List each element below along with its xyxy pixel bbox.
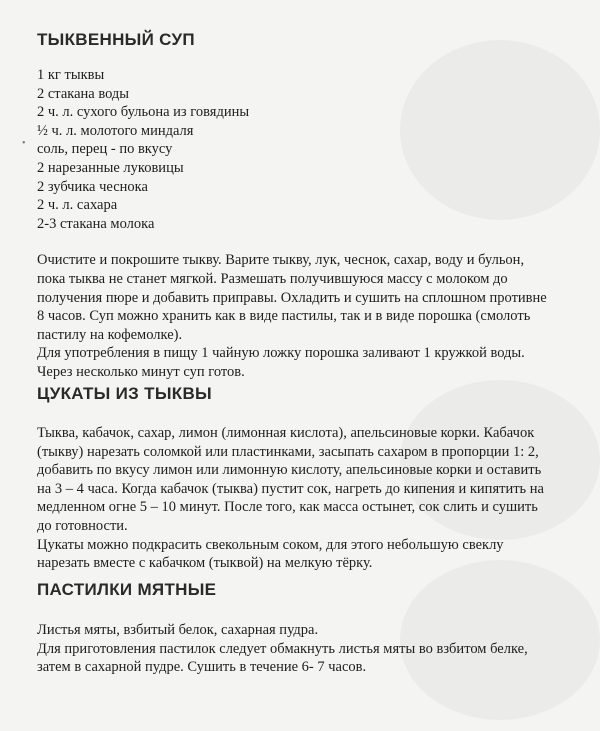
ingredient-item: ½ ч. л. молотого миндаля (37, 122, 194, 139)
ingredient-item: 1 кг тыквы (37, 67, 105, 83)
text-line: Цукаты можно подкрасить свекольным соком, для этого небольшую свеклу (37, 536, 504, 553)
text-line: нарезать вместе с кабачком (тыквой) на мелкую тёрку. (37, 555, 373, 572)
text-line: пастилу на кофемолке). (37, 326, 183, 343)
recipe-title: ТЫКВЕННЫЙ СУП (37, 30, 195, 49)
recipe-pumpkin-soup (37, 30, 577, 382)
recipe-candied-pumpkin (37, 384, 577, 573)
text-line: затем в сахарной пудре. Сушить в течение 6- 7 часов. (37, 659, 367, 676)
text-line: получения пюре и добавить приправы. Охладить и сушить на сплошном противне (37, 289, 547, 306)
ingredient-item: 2-3 стакана молока (37, 215, 155, 232)
ingredient-item: 2 нарезанные луковицы (37, 159, 184, 176)
ingredient-item: 2 стакана воды (37, 85, 130, 102)
ingredient-item: 2 зубчика чеснока (37, 178, 148, 195)
text-line: добавить по вкусу лимон или лимонную кислоту, апельсиновые корки и оставить (37, 462, 542, 479)
recipe-mint-pastilles (37, 580, 577, 677)
ingredient-item: соль, перец - по вкусу (37, 141, 173, 158)
text-line: Для приготовления пастилок следует обмакнуть листья мяты во взбитом белке, (37, 640, 528, 657)
text-line: пока тыква не станет мягкой. Размешать получившуюся массу с молоком до (37, 270, 508, 287)
text-line: на 3 – 4 часа. Когда кабачок (тыква) пустит сок, нагреть до кипения и кипятить на (37, 480, 544, 497)
recipe-instructions (37, 251, 577, 381)
text-line: Очистите и покрошите тыкву. Варите тыкву, лук, чеснок, сахар, воду и бульон, (37, 252, 525, 269)
text-line: 8 часов. Суп можно хранить как в виде пастилы, так и в виде порошка (смолоть (37, 308, 531, 325)
text-line: до готовности. (37, 517, 128, 534)
recipe-title: ПАСТИЛКИ МЯТНЫЕ (37, 580, 217, 599)
text-line: медленном огне 5 – 10 минут. После того, как масса остынет, сок слить и сушить (37, 499, 538, 516)
recipe-instructions (37, 621, 577, 677)
ingredient-item: 2 ч. л. сухого бульона из говядины (37, 104, 250, 121)
recipe-instructions (37, 424, 577, 573)
text-line: Листья мяты, взбитый белок, сахарная пудра. (37, 622, 319, 638)
text-line: Для употребления в пищу 1 чайную ложку порошка заливают 1 кружкой воды. (37, 345, 525, 362)
margin-mark: • (22, 138, 26, 149)
ingredient-item: 2 ч. л. сахара (37, 197, 118, 214)
recipe-title: ЦУКАТЫ ИЗ ТЫКВЫ (37, 384, 212, 403)
ingredient-list (37, 66, 577, 233)
text-line: Через несколько минут суп готов. (37, 363, 245, 380)
text-line: Тыква, кабачок, сахар, лимон (лимонная кислота), апельсиновые корки. Кабачок (37, 425, 535, 441)
text-line: (тыкву) нарезать соломкой или пластинками, засыпать сахаром в пропорции 1: 2, (37, 443, 539, 460)
